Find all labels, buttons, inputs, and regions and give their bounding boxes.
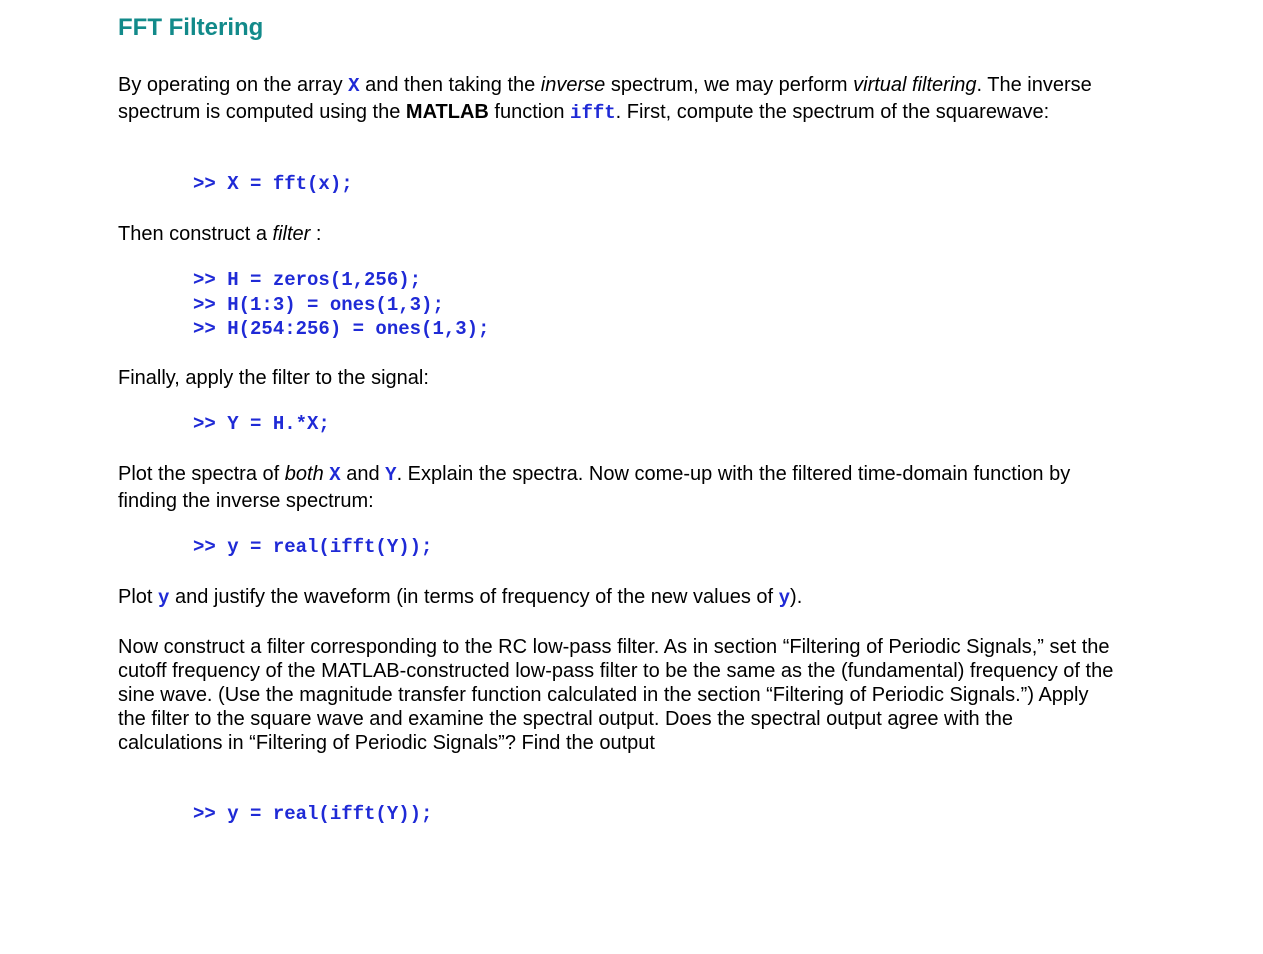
code-variable-X: X: [329, 464, 341, 486]
text: spectrum, we may perform: [605, 74, 854, 96]
text: function: [488, 101, 571, 123]
code-line: >> H(1:3) = ones(1,3);: [193, 293, 444, 316]
text: :: [310, 223, 322, 245]
text: and: [340, 463, 386, 485]
emphasis-inverse: inverse: [540, 74, 606, 96]
code-variable-X: X: [348, 75, 360, 97]
text: . The inverse spectrum is computed using the: [118, 74, 1092, 123]
emphasis-virtual-filtering: virtual filtering: [853, 74, 977, 96]
text: ).: [790, 586, 803, 608]
code-line: >> H = zeros(1,256);: [193, 269, 422, 291]
text: . Explain the spectra. Now come-up with the filtered time-domain function by finding the inverse spectrum:: [118, 463, 1071, 512]
filter-paragraph: [118, 221, 1118, 247]
text: Plot: [118, 586, 159, 608]
code-line: >> y = real(ifft(Y));: [193, 536, 433, 558]
intro-paragraph: [118, 72, 1118, 126]
spectra-paragraph: [118, 461, 1118, 514]
rc-filter-paragraph: [118, 635, 1118, 755]
text: Then construct a: [118, 223, 273, 245]
code-block-output: [193, 802, 432, 827]
section-title: FFT Filtering: [118, 14, 264, 41]
text: . First, compute the spectrum of the squarewave:: [615, 101, 1050, 123]
code-variable-y: y: [158, 587, 170, 609]
bold-matlab: MATLAB: [405, 101, 489, 123]
text: and justify the waveform (in terms of frequency of the new values of: [169, 586, 779, 608]
code-line: >> Y = H.*X;: [193, 413, 330, 435]
code-block-apply: [193, 412, 330, 437]
text: Finally, apply the filter to the signal:: [118, 367, 429, 389]
code-variable-y: y: [778, 587, 791, 609]
emphasis-filter: filter: [272, 223, 311, 245]
text: and then taking the: [359, 74, 541, 96]
code-block-fft: [193, 172, 353, 197]
code-variable-Y: Y: [385, 464, 397, 486]
code-block-filter: [193, 268, 489, 342]
emphasis-both: both: [284, 463, 324, 485]
text: Plot the spectra of: [118, 463, 285, 485]
code-block-ifft: [193, 535, 432, 560]
code-line: >> X = fft(x);: [193, 173, 353, 195]
apply-paragraph: [118, 365, 1118, 391]
text: By operating on the array: [118, 74, 349, 96]
text: Now construct a filter corresponding to the RC low-pass filter. As in section “Filtering of Periodic Signals,” set the cutoff frequency of the MATLAB-constructed low-pass filter to be the same as the (fundamental) frequency of the sine wave. (Use the magnitude transfer function calculated in the section “Filtering of Periodic Signals.”) Apply the filter to the square wave and examine the spectral output. Does the spectral output agree with the calculations in “Filtering of Periodic Signals”? Find the output: [118, 636, 1114, 754]
code-line: >> y = real(ifft(Y));: [193, 803, 433, 825]
code-line: >> H(254:256) = ones(1,3);: [193, 318, 490, 340]
plot-paragraph: [118, 584, 1118, 611]
code-function-ifft: ifft: [570, 102, 616, 124]
